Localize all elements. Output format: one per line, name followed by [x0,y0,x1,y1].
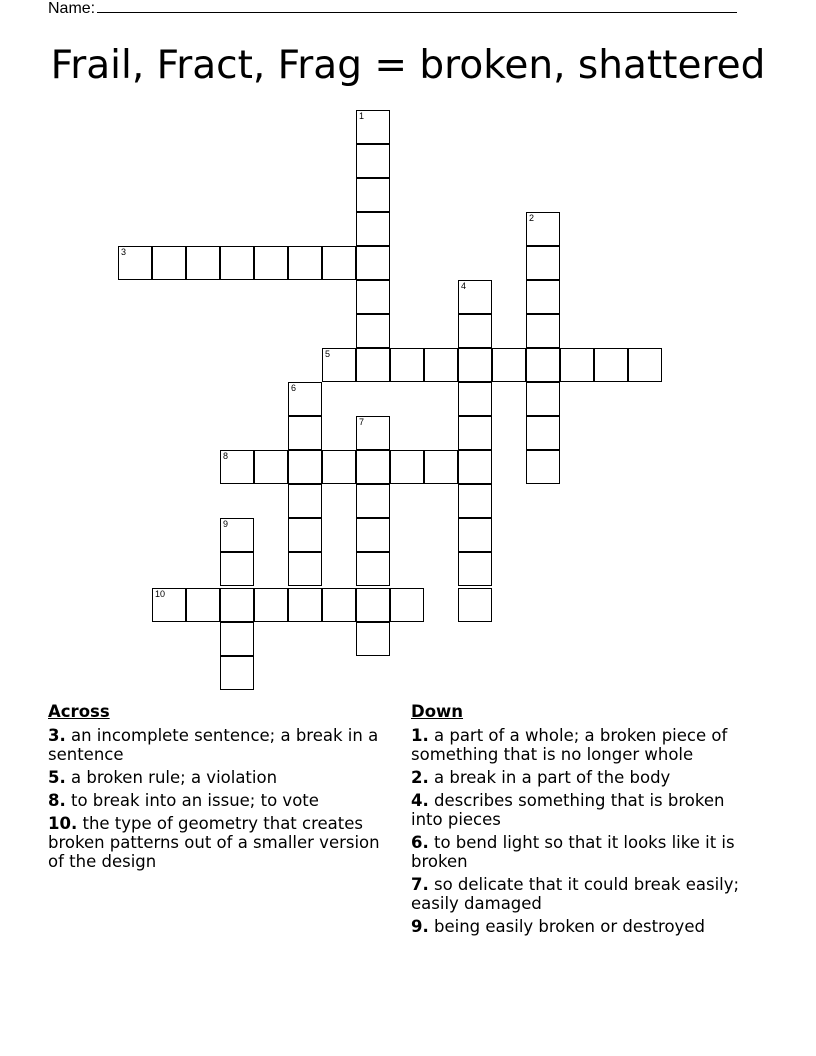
name-label: Name: [48,0,96,17]
crossword-cell[interactable] [152,246,186,280]
crossword-cell[interactable] [220,588,254,622]
clue-number: 10. [48,814,78,833]
clue-number: 5. [48,768,66,787]
clue-text: a break in a part of the body [428,768,671,787]
crossword-cell[interactable] [254,246,288,280]
down-clues [411,702,756,940]
clue-number-5: 5 [325,349,331,359]
crossword-cell[interactable] [458,280,492,314]
clue-down-6 [411,833,756,871]
crossword-cell[interactable] [356,144,390,178]
clue-number: 7. [411,875,429,894]
crossword-cell[interactable] [220,518,254,552]
clue-down-7 [411,875,756,913]
crossword-cell[interactable] [390,450,424,484]
clue-number: 3. [48,726,66,745]
crossword-cell[interactable] [322,348,356,382]
crossword-cell[interactable] [458,518,492,552]
clue-down-2 [411,768,756,787]
crossword-cell[interactable] [526,212,560,246]
crossword-cell[interactable] [458,588,492,622]
crossword-cell[interactable] [560,348,594,382]
crossword-cell[interactable] [288,450,322,484]
clue-text: a part of a whole; a broken piece of something that is no longer whole [411,726,728,764]
crossword-cell[interactable] [390,348,424,382]
crossword-cell[interactable] [356,416,390,450]
crossword-cell[interactable] [594,348,628,382]
clue-number-1: 1 [359,111,365,121]
clue-text: to break into an issue; to vote [65,791,319,810]
clue-number-7: 7 [359,417,365,427]
crossword-cell[interactable] [288,552,322,586]
crossword-cell[interactable] [288,382,322,416]
crossword-cell[interactable] [458,348,492,382]
crossword-cell[interactable] [356,518,390,552]
clue-down-4 [411,791,756,829]
crossword-cell[interactable] [356,484,390,518]
clue-number-2: 2 [529,213,535,223]
clue-down-9 [411,917,756,936]
crossword-cell[interactable] [458,450,492,484]
crossword-cell[interactable] [322,450,356,484]
clue-across-5 [48,768,393,787]
crossword-cell[interactable] [288,416,322,450]
clue-text: being easily broken or destroyed [428,917,705,936]
crossword-cell[interactable] [526,280,560,314]
clue-text: the type of geometry that creates broken patterns out of a smaller version of the design [48,814,380,871]
crossword-cell[interactable] [356,212,390,246]
crossword-cell[interactable] [526,450,560,484]
crossword-cell[interactable] [118,246,152,280]
clue-number: 4. [411,791,429,810]
crossword-cell[interactable] [526,314,560,348]
clue-number-6: 6 [291,383,297,393]
crossword-cell[interactable] [220,246,254,280]
clue-number-4: 4 [461,281,467,291]
clue-across-3 [48,726,393,764]
clue-number: 2. [411,768,429,787]
crossword-cell[interactable] [254,588,288,622]
crossword-cell[interactable] [356,450,390,484]
crossword-cell[interactable] [492,348,526,382]
crossword-cell[interactable] [356,246,390,280]
crossword-cell[interactable] [526,416,560,450]
crossword-cell[interactable] [220,552,254,586]
crossword-cell[interactable] [356,348,390,382]
clue-number: 9. [411,917,429,936]
crossword-cell[interactable] [220,450,254,484]
crossword-cell[interactable] [628,348,662,382]
crossword-cell[interactable] [526,382,560,416]
crossword-cell[interactable] [424,450,458,484]
crossword-cell[interactable] [322,588,356,622]
crossword-cell[interactable] [356,588,390,622]
crossword-cell[interactable] [526,348,560,382]
crossword-cell[interactable] [356,552,390,586]
crossword-cell[interactable] [288,246,322,280]
crossword-cell[interactable] [458,484,492,518]
clue-across-10 [48,814,393,871]
crossword-cell[interactable] [186,246,220,280]
crossword-cell[interactable] [390,588,424,622]
crossword-cell[interactable] [356,110,390,144]
clue-across-8 [48,791,393,810]
crossword-cell[interactable] [458,552,492,586]
crossword-cell[interactable] [458,314,492,348]
crossword-cell[interactable] [322,246,356,280]
crossword-cell[interactable] [254,450,288,484]
clue-number: 6. [411,833,429,852]
crossword-cell[interactable] [220,622,254,656]
crossword-cell[interactable] [458,382,492,416]
crossword-cell[interactable] [424,348,458,382]
clue-text: an incomplete sentence; a break in a sentence [48,726,379,764]
clue-number-9: 9 [223,519,229,529]
crossword-cell[interactable] [356,280,390,314]
clue-number: 8. [48,791,66,810]
crossword-cell[interactable] [288,484,322,518]
crossword-cell[interactable] [356,178,390,212]
clue-text: so delicate that it could break easily; easily damaged [411,875,740,913]
crossword-cell[interactable] [186,588,220,622]
clue-number: 1. [411,726,429,745]
across-heading: Across [48,702,110,721]
crossword-cell[interactable] [152,588,186,622]
down-heading: Down [411,702,464,721]
across-clues [48,702,393,875]
crossword-cell[interactable] [288,518,322,552]
clue-down-1 [411,726,756,764]
crossword-cell[interactable] [220,656,254,690]
crossword-cell[interactable] [288,588,322,622]
clue-number-10: 10 [155,589,166,599]
clue-text: to bend light so that it looks like it is broken [411,833,735,871]
clue-text: describes something that is broken into pieces [411,791,725,829]
crossword-cell[interactable] [356,314,390,348]
crossword-cell[interactable] [526,246,560,280]
clue-text: a broken rule; a violation [65,768,278,787]
crossword-cell[interactable] [356,622,390,656]
page-title: Frail, Fract, Frag = broken, shattered [50,43,766,88]
clue-number-3: 3 [121,247,127,257]
clue-number-8: 8 [223,451,229,461]
crossword-cell[interactable] [458,416,492,450]
